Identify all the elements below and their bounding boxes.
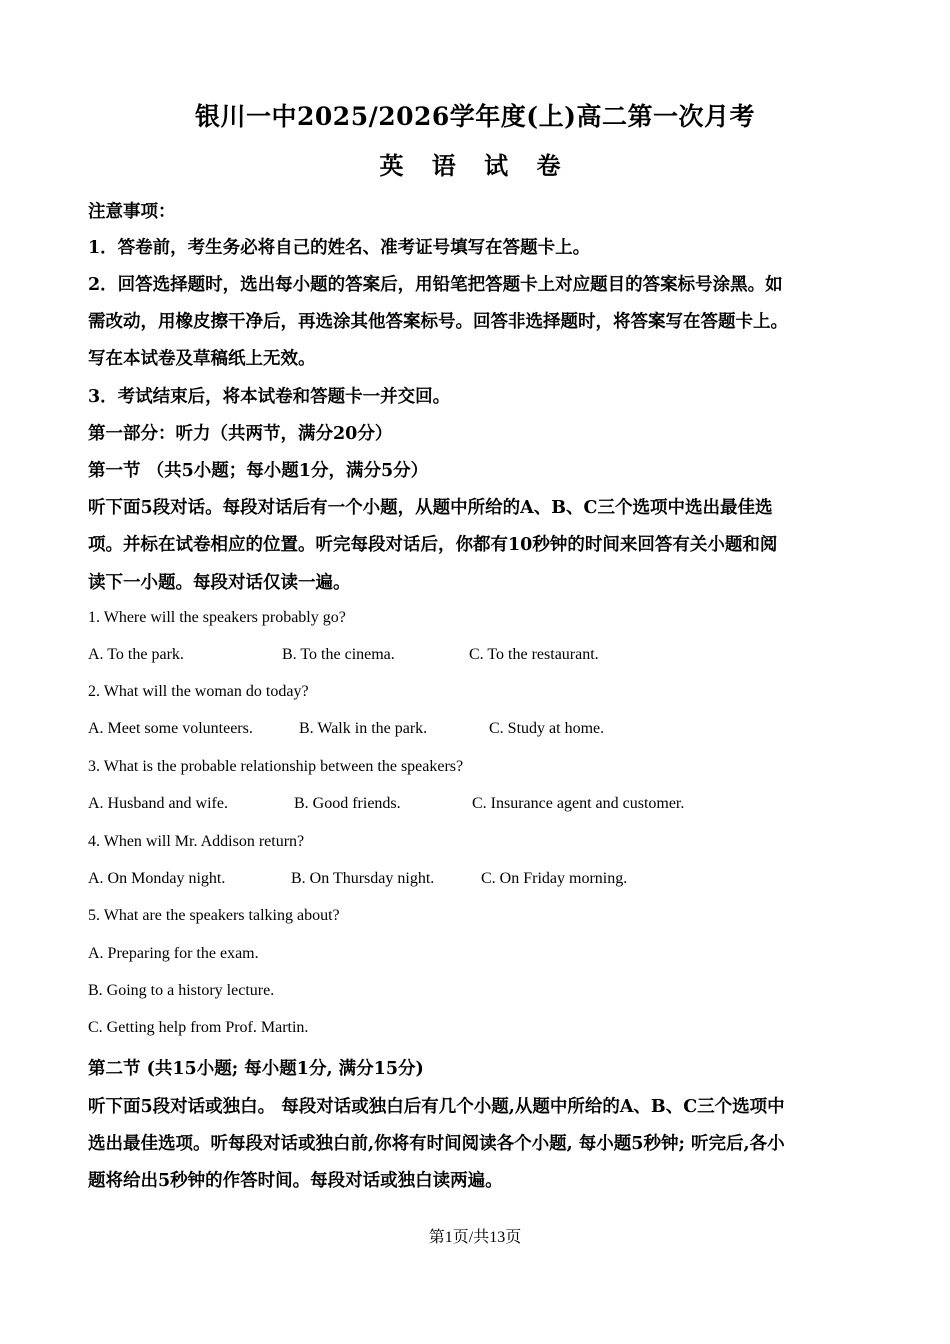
question-4-option-a: A. On Monday night.	[88, 870, 226, 887]
section2-instruction-line-2: 选出最佳选项。听每段对话或独白前,你将有时间阅读各个小题, 每小题5秒钟; 听完后,各小	[88, 1134, 785, 1154]
note-item-3: 3．考试结束后，将本试卷和答题卡一并交回。	[88, 387, 451, 407]
question-2-option-b: B. Walk in the park.	[299, 720, 428, 737]
section1-instruction-line-3: 读下一小题。每段对话仅读一遍。	[88, 573, 351, 593]
question-5-option-a: A. Preparing for the exam.	[88, 945, 259, 962]
question-5-option-c: C. Getting help from Prof. Martin.	[88, 1019, 309, 1036]
question-4-option-c: C. On Friday morning.	[481, 870, 628, 887]
section1-instruction-line-2: 项。并标在试卷相应的位置。听完每段对话后，你都有10秒钟的时间来回答有关小题和阅	[88, 535, 778, 555]
question-2-option-c: C. Study at home.	[489, 720, 605, 737]
question-2-option-a: A. Meet some volunteers.	[88, 720, 253, 737]
question-2: 2. What will the woman do today?	[88, 683, 309, 700]
notes-heading: 注意事项：	[88, 202, 176, 222]
exam-title: 银川一中2025/2026学年度(上)高二第一次月考	[195, 102, 755, 131]
exam-subtitle: 英 语 试 卷	[379, 151, 571, 180]
question-3: 3. What is the probable relationship between the speakers?	[88, 758, 464, 775]
question-1-option-a: A. To the park.	[88, 646, 184, 663]
section1-instruction-line-1: 听下面5段对话。每段对话后有一个小题，从题中所给的A、B、C三个选项中选出最佳选	[88, 498, 773, 518]
section2-instruction-line-1: 听下面5段对话或独白。 每段对话或独白后有几个小题,从题中所给的A、B、C三个选项中	[88, 1097, 785, 1117]
note-item-2-line-2: 需改动，用橡皮擦干净后，再选涂其他答案标号。回答非选择题时，将答案写在答题卡上。	[88, 312, 788, 332]
question-5: 5. What are the speakers talking about?	[88, 907, 340, 924]
question-1-option-b: B. To the cinema.	[282, 646, 395, 663]
question-4-option-b: B. On Thursday night.	[291, 870, 435, 887]
question-4: 4. When will Mr. Addison return?	[88, 833, 305, 850]
part1-heading: 第一部分：听力（共两节，满分20分）	[88, 424, 393, 444]
question-1: 1. Where will the speakers probably go?	[88, 609, 346, 626]
question-3-option-b: B. Good friends.	[294, 795, 401, 812]
note-item-1: 1．答卷前，考生务必将自己的姓名、准考证号填写在答题卡上。	[88, 238, 591, 258]
question-1-option-c: C. To the restaurant.	[469, 646, 599, 663]
section2-heading: 第二节 (共15小题; 每小题1分, 满分15分)	[88, 1059, 424, 1079]
question-3-option-a: A. Husband and wife.	[88, 795, 228, 812]
question-5-option-b: B. Going to a history lecture.	[88, 982, 275, 999]
question-3-option-c: C. Insurance agent and customer.	[472, 795, 685, 812]
section2-instruction-line-3: 题将给出5秒钟的作答时间。每段对话或独白读两遍。	[88, 1171, 503, 1191]
note-item-2-line-3: 写在本试卷及草稿纸上无效。	[88, 349, 316, 369]
page-number: 第1页/共13页	[428, 1229, 522, 1246]
section1-heading: 第一节 （共5小题；每小题1分，满分5分）	[88, 461, 429, 481]
note-item-2-line-1: 2．回答选择题时，选出每小题的答案后，用铅笔把答题卡上对应题目的答案标号涂黑。如	[88, 275, 783, 295]
